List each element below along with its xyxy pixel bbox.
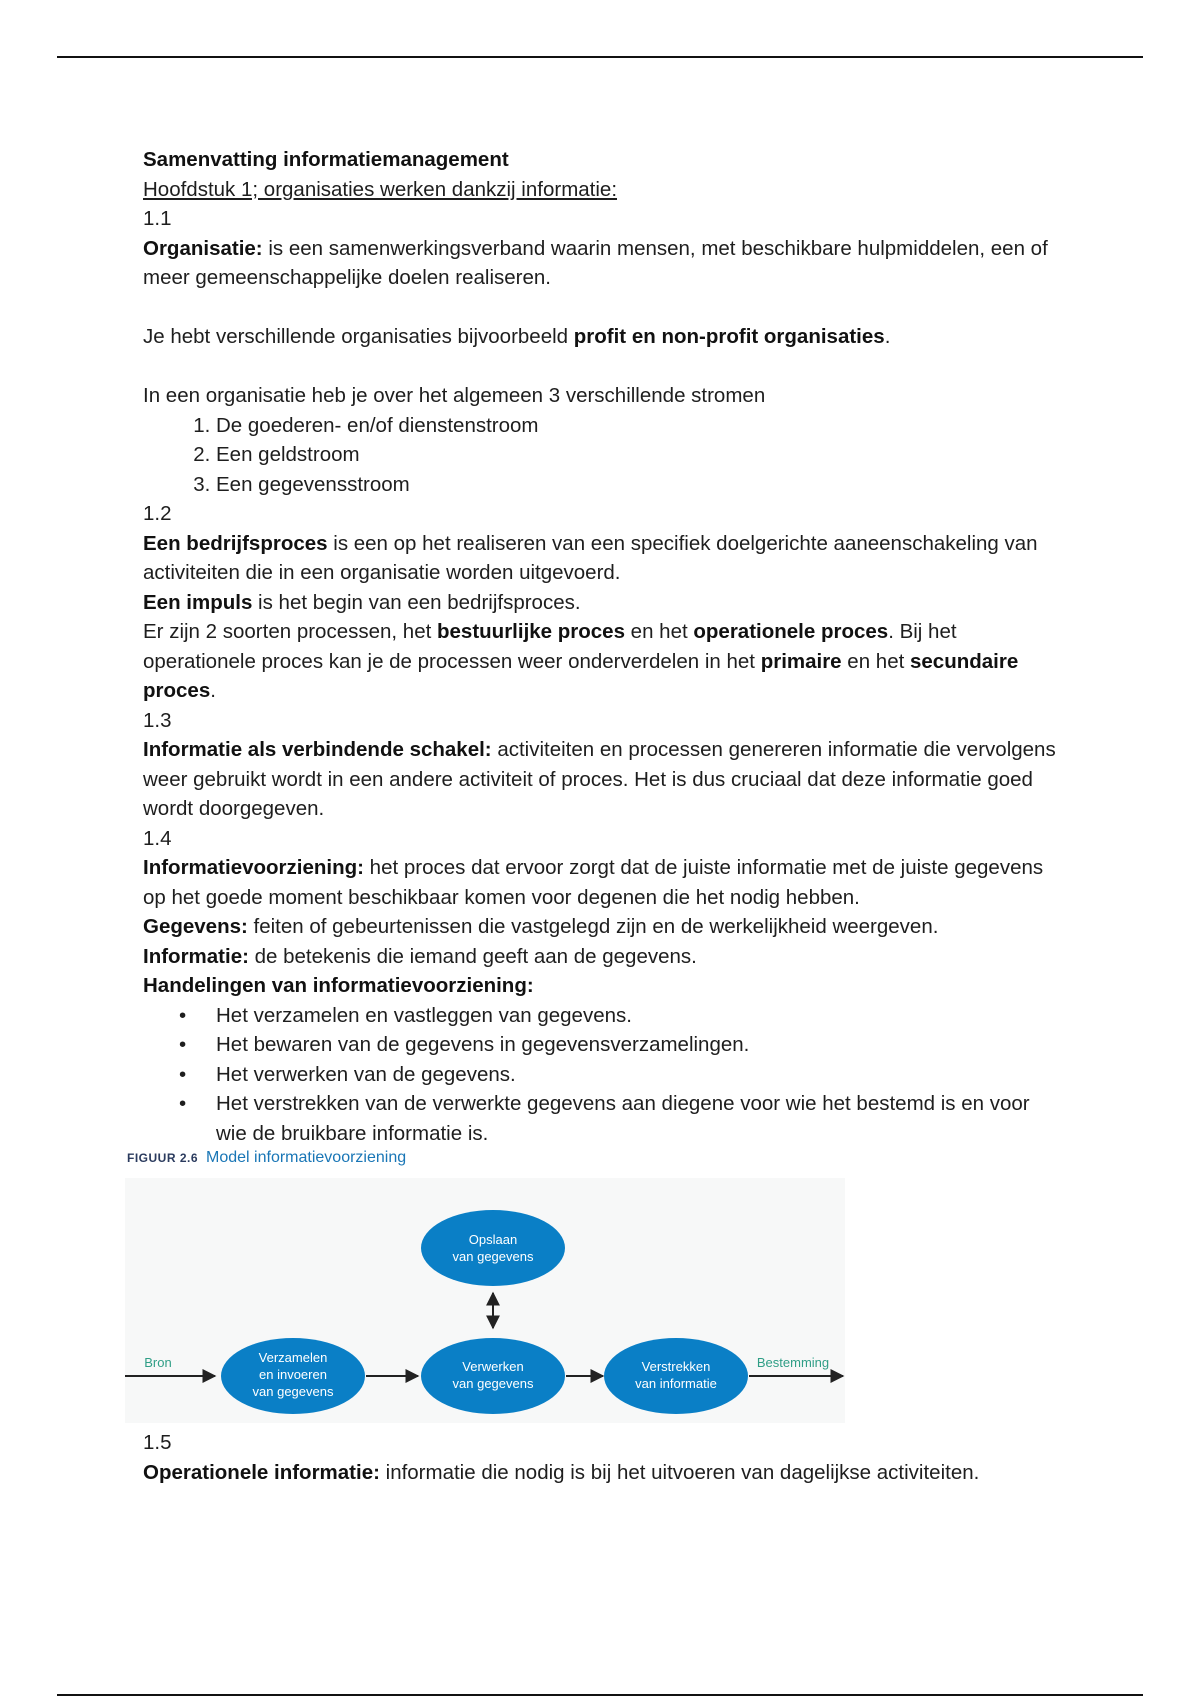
paragraph [143, 529, 1063, 588]
text: . [884, 325, 891, 348]
section-number: 1.3 [143, 708, 172, 732]
node-label: van gegevens [452, 1249, 534, 1264]
label-bron: Bron [144, 1355, 172, 1370]
node-label: van gegevens [452, 1376, 534, 1391]
node-label: en invoeren [259, 1367, 327, 1382]
paragraph [143, 234, 1063, 293]
list-item: 2. Een geldstroom [216, 440, 1063, 470]
figure-label: FIGUUR 2.6 [127, 1151, 199, 1165]
list-heading: Handelingen van informatievoorziening: [143, 974, 534, 997]
paragraph [143, 912, 1063, 942]
section-number: 1.1 [143, 207, 172, 230]
paragraph [143, 853, 1063, 912]
text: . [210, 679, 216, 702]
bold-text: profit en non-profit organisaties [573, 325, 885, 348]
text: en het [841, 649, 910, 673]
list-item: 3. Een gegevensstroom [216, 470, 1063, 500]
definition: het proces dat ervoor zorgt dat de juiste informatie met de juiste gegevens op het goede moment beschikbaar komen voor degenen die het nodig hebben. [143, 856, 1044, 909]
term: Operationele informatie: [143, 1460, 380, 1484]
figure-model-informatievoorziening [125, 1148, 865, 1428]
section-number: 1.2 [143, 502, 172, 525]
paragraph [143, 322, 1063, 352]
node-label: Verzamelen [258, 1350, 328, 1365]
node-opslaan [421, 1210, 565, 1286]
paragraph [143, 617, 1063, 706]
section-number: 1.5 [143, 1431, 172, 1454]
text: . Bij het operationele proces kan je de processen weer onderverdelen in het [143, 620, 957, 673]
list-item: • Het bewaren van de gegevens in gegevensverzamelingen. [216, 1030, 1063, 1060]
document-body [127, 145, 1063, 1487]
label-bestemming: Bestemming [756, 1355, 830, 1370]
definition: feiten of gebeurtenissen die vastgelegd zijn en de werkelijkheid weergeven. [247, 915, 939, 938]
list-item: • Het verstrekken van de verwerkte gegevens aan diegene voor wie het bestemd is en voor wie de bruikbare informatie is. [216, 1089, 1063, 1148]
definition: de betekenis die iemand geeft aan de gegevens. [248, 944, 697, 968]
definition: activiteiten en processen genereren informatie die vervolgens weer gebruikt wordt in een andere activiteit of proces. Het is dus cruciaal dat deze informatie goed wordt doorgegeven. [143, 738, 1056, 820]
term: Organisatie: [143, 236, 263, 260]
bold-text: bestuurlijke proces [437, 620, 625, 643]
text: Je hebt verschillende organisaties bijvoorbeeld [143, 325, 574, 348]
paragraph [143, 735, 1063, 824]
paragraph [143, 588, 1063, 618]
bullet-list [143, 1001, 1063, 1149]
bold-text: operationele proces [693, 620, 889, 643]
flow-diagram [125, 1178, 865, 1428]
figure-caption [127, 1148, 406, 1168]
bottom-rule [57, 1694, 1143, 1696]
text: Er zijn 2 soorten processen, het [143, 620, 437, 643]
term: Een bedrijfsproces [143, 531, 328, 555]
term: Gegevens: [143, 915, 248, 938]
term: Informatie: [143, 944, 249, 968]
node-label: Opslaan [468, 1232, 518, 1247]
top-rule [57, 56, 1143, 58]
section-number: 1.4 [143, 826, 172, 850]
definition: is een samenwerkingsverband waarin mensen, met beschikbare hulpmiddelen, een of meer gemeenschappelijke doelen realiseren. [143, 236, 1048, 289]
term: Informatievoorziening: [143, 856, 364, 879]
list-item: 1. De goederen- en/of dienstenstroom [216, 411, 1063, 441]
chapter-heading: Hoofdstuk 1; organisaties werken dankzij informatie: [143, 177, 618, 201]
paragraph: In een organisatie heb je over het algemeen 3 verschillende stromen [143, 384, 766, 407]
node-label: Verwerken [462, 1359, 524, 1374]
definition: informatie die nodig is bij het uitvoeren van dagelijkse activiteiten. [379, 1460, 980, 1484]
bold-text: primaire [760, 649, 842, 673]
node-label: Verstrekken [641, 1359, 711, 1374]
list-item: • Het verzamelen en vastleggen van gegevens. [216, 1001, 1063, 1031]
paragraph [143, 942, 1063, 972]
paragraph [143, 1458, 1063, 1488]
list-item: • Het verwerken van de gegevens. [216, 1060, 1063, 1090]
term: Informatie als verbindende schakel: [143, 738, 492, 761]
numbered-list [143, 411, 1063, 500]
definition: is een op het realiseren van een specifiek doelgerichte aaneenschakeling van activiteiten die in een organisatie worden uitgevoerd. [143, 531, 1038, 584]
definition: is het begin van een bedrijfsproces. [252, 590, 581, 614]
text: en het [624, 620, 694, 643]
bold-text: secundaire proces [143, 649, 1019, 702]
document-title: Samenvatting informatiemanagement [143, 148, 509, 171]
node-label: van informatie [635, 1376, 717, 1391]
node-label: van gegevens [252, 1384, 334, 1399]
figure-title: Model informatievoorziening [206, 1149, 407, 1166]
term: Een impuls [143, 590, 253, 614]
